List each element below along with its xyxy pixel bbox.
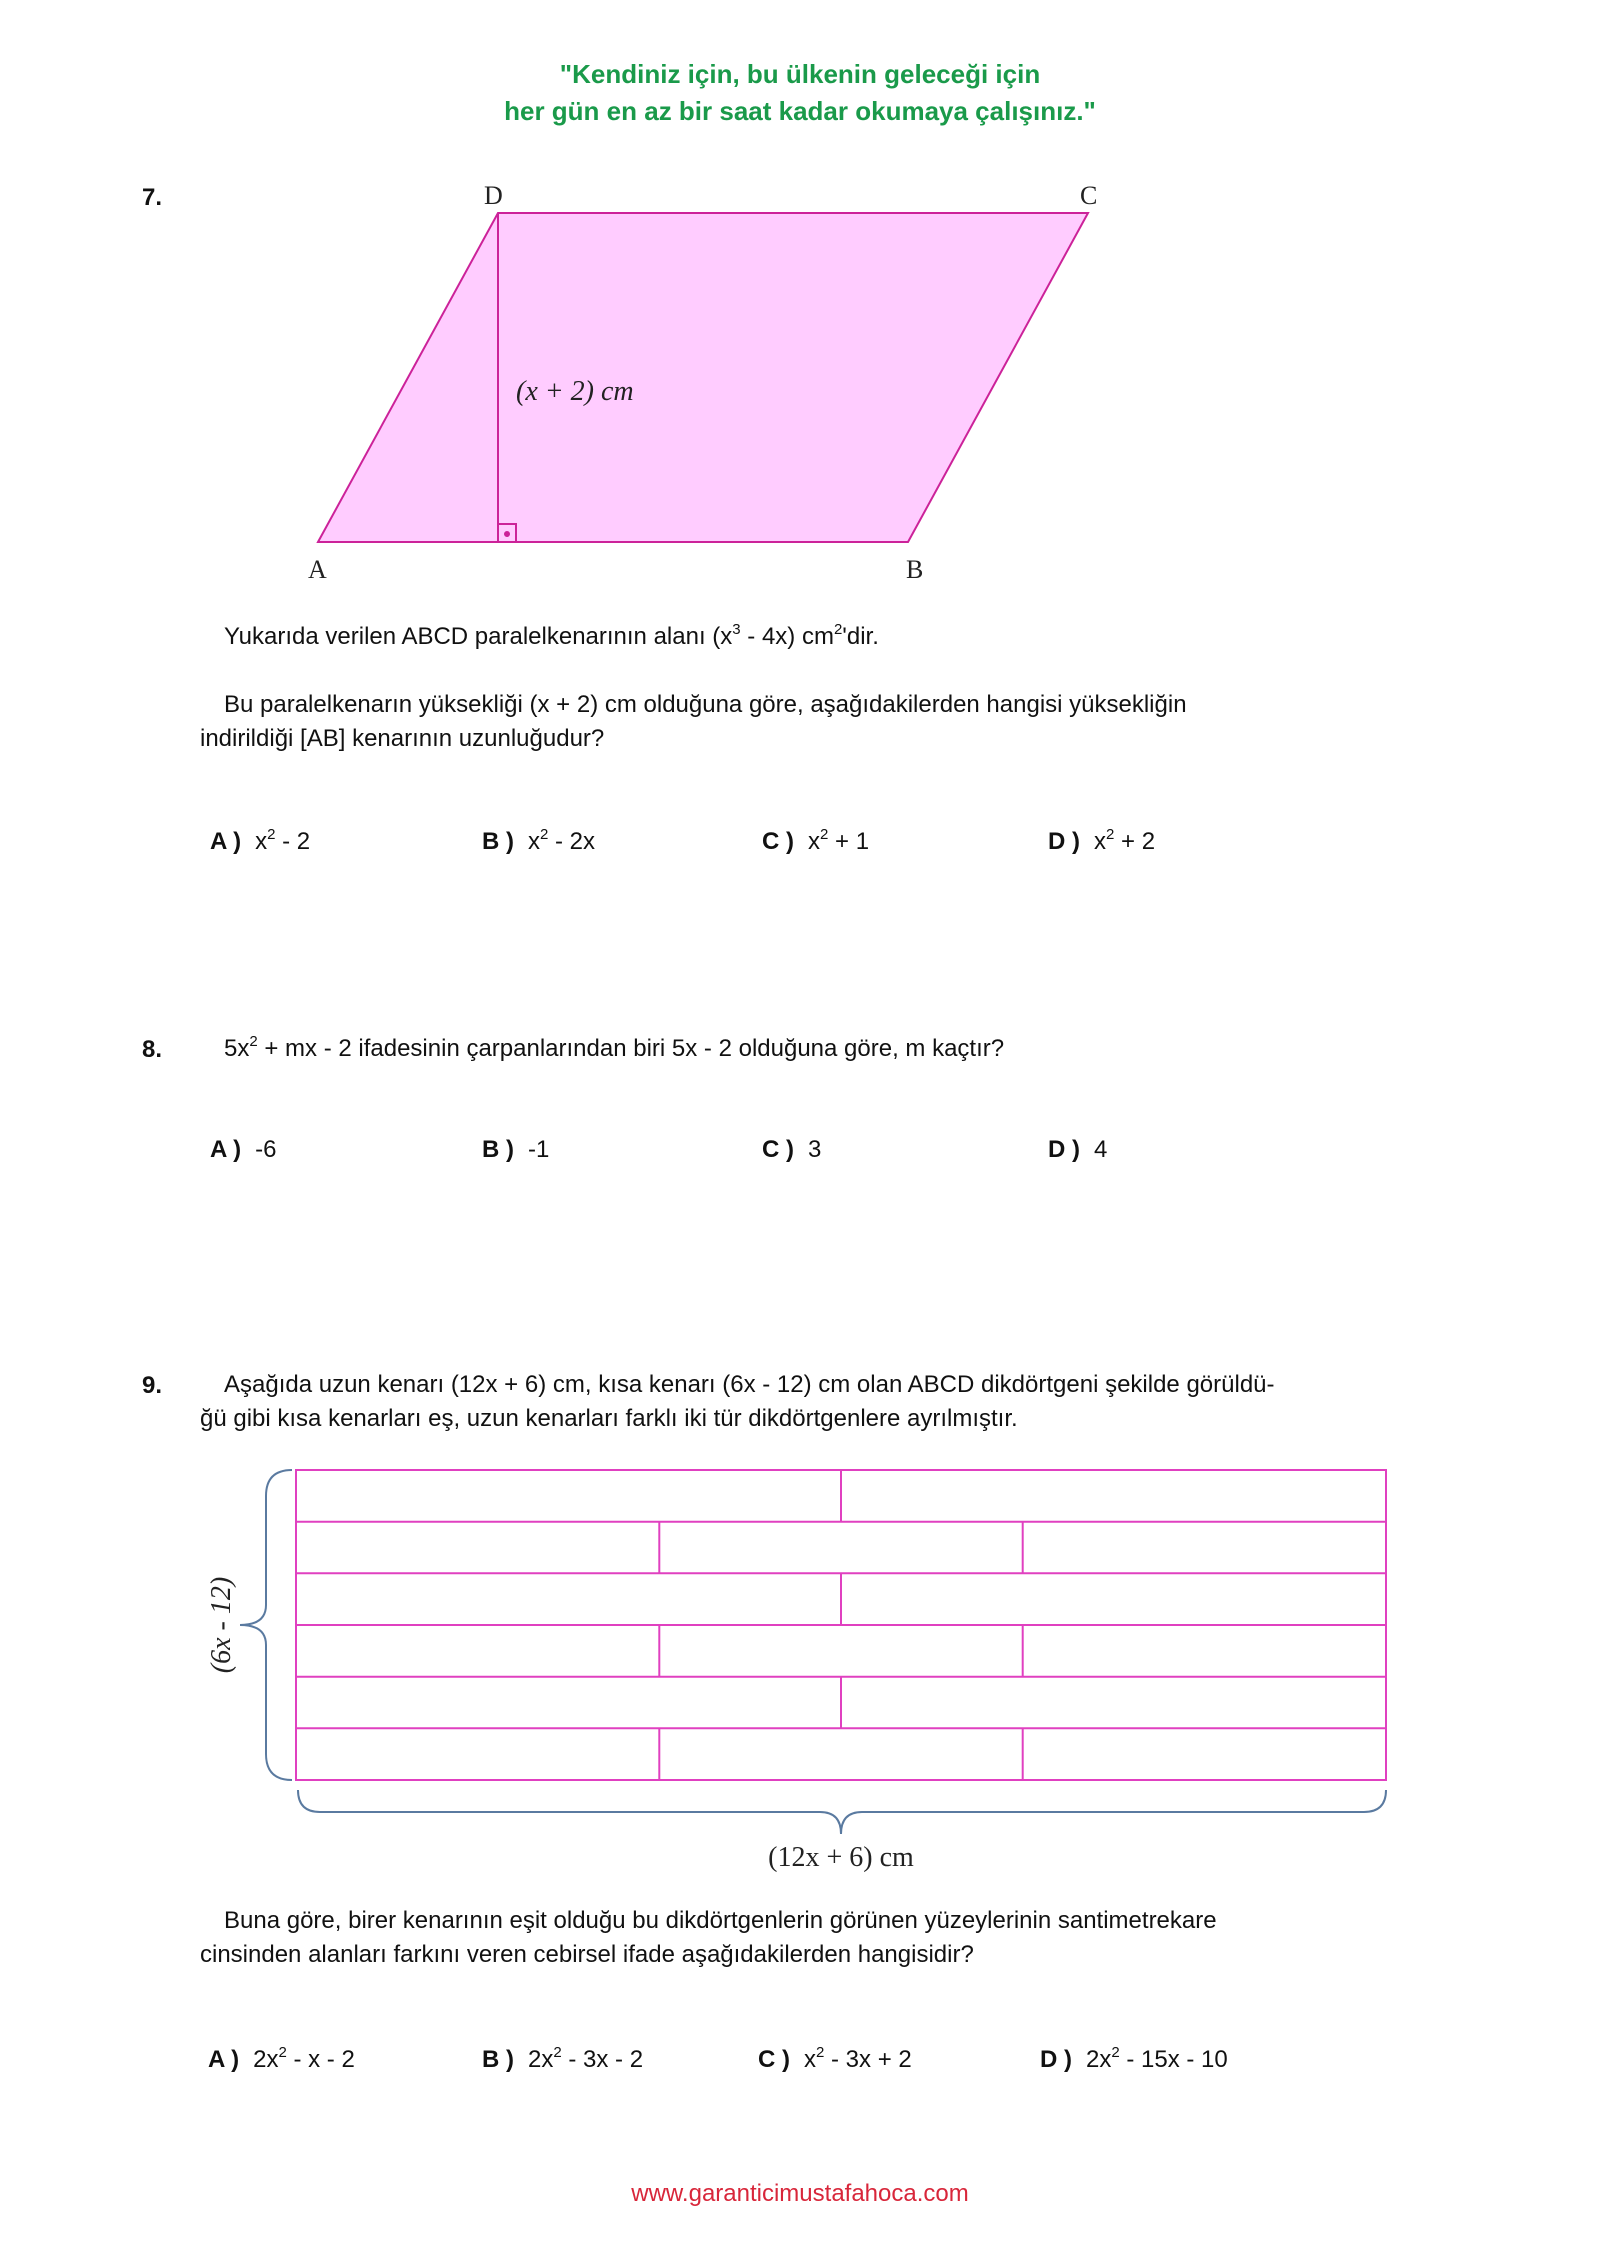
option-value: 2x xyxy=(528,2046,554,2073)
option-value: + 1 xyxy=(828,828,870,855)
option-value: - 3x - 2 xyxy=(561,2046,644,2073)
option-sup: 2 xyxy=(1111,2044,1120,2061)
grid-lines xyxy=(296,1470,1386,1780)
vertex-label-a: A xyxy=(308,555,327,584)
q8-text-part: 5x xyxy=(224,1035,250,1062)
option-value: 3 xyxy=(808,1136,822,1163)
question-7-number: 7. xyxy=(142,184,163,211)
option-value: + 2 xyxy=(1114,828,1156,855)
left-brace xyxy=(240,1470,292,1780)
option-letter: D ) xyxy=(1040,2046,1072,2073)
q8-text-part: + mx - 2 ifadesinin çarpanlarından biri 5x - 2 olduğuna göre, m kaçtır? xyxy=(257,1035,1005,1062)
height-label: (x + 2) cm xyxy=(516,376,634,407)
q8-option-c[interactable] xyxy=(762,1136,821,1164)
option-letter: C ) xyxy=(762,828,794,855)
q8-option-a[interactable] xyxy=(210,1136,276,1164)
q9-text-2-line-2: cinsinden alanları farkını veren cebirsel ifade aşağıdakilerden hangisidir? xyxy=(200,1941,974,1968)
option-letter: A ) xyxy=(210,1136,242,1163)
option-sup: 2 xyxy=(278,2044,287,2061)
footer-url[interactable]: www.garanticimustafahoca.com xyxy=(631,2180,969,2207)
option-letter: B ) xyxy=(482,828,514,855)
q7-text-2-line-2: indirildiği [AB] kenarının uzunluğudur? xyxy=(200,725,605,752)
vertex-label-d: D xyxy=(484,181,503,210)
bottom-label: (12x + 6) cm xyxy=(768,1842,914,1873)
option-value: - x - 2 xyxy=(286,2046,355,2073)
q8-text xyxy=(224,1032,1004,1069)
q9-option-d[interactable] xyxy=(1040,2046,1228,2074)
q7-text-1 xyxy=(224,620,879,657)
q7-text-1-part: - 4x) cm xyxy=(740,623,834,650)
option-letter: D ) xyxy=(1048,1136,1080,1163)
option-value: -6 xyxy=(255,1136,277,1163)
option-value: 4 xyxy=(1094,1136,1108,1163)
vertex-label-b: B xyxy=(906,555,924,584)
option-letter: A ) xyxy=(208,2046,240,2073)
vertex-label-c: C xyxy=(1080,181,1098,210)
option-value: 2x xyxy=(1086,2046,1112,2073)
option-value: x xyxy=(808,828,820,855)
option-value: - 2 xyxy=(275,828,311,855)
q7-text-2 xyxy=(200,688,1420,756)
q9-text-1 xyxy=(200,1368,1440,1436)
q7-text-1-sup: 2 xyxy=(833,621,843,638)
option-value: 2x xyxy=(253,2046,279,2073)
q9-text-2-line-1: Buna göre, birer kenarının eşit olduğu bu dikdörtgenlerin görünen yüzeylerinin santimetrekare xyxy=(224,1907,1217,1934)
rectangle-grid-figure xyxy=(0,1440,1600,1880)
q7-text-1-part: 'dir. xyxy=(842,623,879,650)
option-value: -1 xyxy=(528,1136,550,1163)
option-letter: A ) xyxy=(210,828,242,855)
option-value: - 3x + 2 xyxy=(824,2046,912,2073)
q7-option-d[interactable] xyxy=(1048,828,1155,856)
q9-option-b[interactable] xyxy=(482,2046,643,2074)
q9-text-1-line-2: ğü gibi kısa kenarları eş, uzun kenarları farklı iki tür dikdörtgenlere ayrılmıştır. xyxy=(200,1405,1018,1432)
q7-option-b[interactable] xyxy=(482,828,595,856)
option-value: x xyxy=(1094,828,1106,855)
parallelogram-abcd xyxy=(318,213,1088,542)
parallelogram-figure xyxy=(0,0,1600,600)
question-9-number: 9. xyxy=(142,1372,163,1399)
q7-text-1-part: Yukarıda verilen ABCD paralelkenarının alanı (x xyxy=(224,623,733,650)
q7-option-c[interactable] xyxy=(762,828,869,856)
option-sup: 2 xyxy=(820,826,829,843)
question-8-number: 8. xyxy=(142,1036,163,1063)
option-value: - 2x xyxy=(548,828,596,855)
q9-option-c[interactable] xyxy=(758,2046,912,2074)
option-letter: B ) xyxy=(482,2046,514,2073)
q7-text-1-sup: 3 xyxy=(732,621,741,638)
option-sup: 2 xyxy=(816,2044,825,2061)
q8-option-d[interactable] xyxy=(1048,1136,1107,1164)
right-angle-dot xyxy=(504,531,510,537)
option-sup: 2 xyxy=(1106,826,1115,843)
bottom-brace xyxy=(298,1790,1386,1834)
q8-text-sup: 2 xyxy=(249,1033,258,1050)
header-line-1: "Kendiniz için, bu ülkenin geleceği için xyxy=(559,59,1041,89)
option-letter: D ) xyxy=(1048,828,1080,855)
side-label: (6x - 12) xyxy=(206,1576,237,1674)
q9-option-a[interactable] xyxy=(208,2046,355,2074)
option-sup: 2 xyxy=(267,826,276,843)
option-value: x xyxy=(255,828,268,855)
q9-text-2 xyxy=(200,1904,1440,1972)
option-sup: 2 xyxy=(553,2044,562,2061)
option-letter: C ) xyxy=(758,2046,790,2073)
option-value: x xyxy=(804,2046,816,2073)
option-letter: C ) xyxy=(762,1136,794,1163)
header-line-2: her gün en az bir saat kadar okumaya çalışınız." xyxy=(504,96,1096,126)
option-value: - 15x - 10 xyxy=(1119,2046,1228,2073)
option-value: x xyxy=(528,828,540,855)
q9-text-1-line-1: Aşağıda uzun kenarı (12x + 6) cm, kısa kenarı (6x - 12) cm olan ABCD dikdörtgeni şekilde görüldü- xyxy=(224,1371,1275,1398)
option-letter: B ) xyxy=(482,1136,514,1163)
q7-option-a[interactable] xyxy=(210,828,310,856)
q8-option-b[interactable] xyxy=(482,1136,549,1164)
q7-text-2-line-1: Bu paralelkenarın yüksekliği (x + 2) cm olduğuna göre, aşağıdakilerden hangisi yüksekliğin xyxy=(224,691,1187,718)
option-sup: 2 xyxy=(540,826,549,843)
